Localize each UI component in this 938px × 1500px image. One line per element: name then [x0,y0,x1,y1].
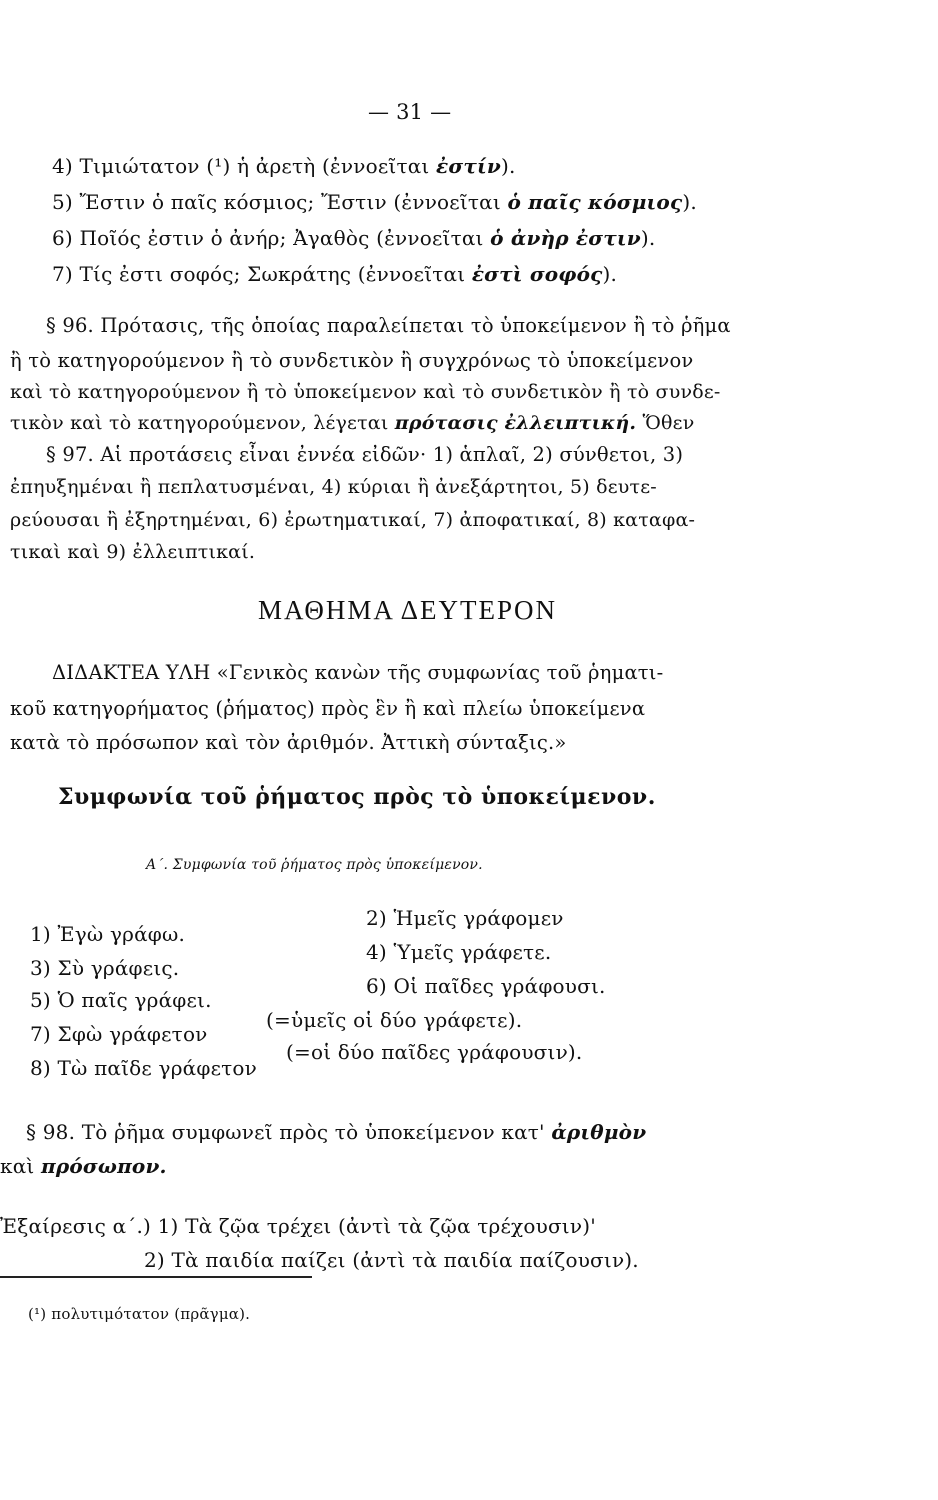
conj-cell: 1) Ἐγὼ γράφω. [30,922,186,946]
p98-term: ἀριθμὸν [551,1120,647,1144]
p96-line [10,411,694,435]
p98-line [26,1120,646,1144]
conj-cell: 3) Σὺ γράφεις. [30,956,180,980]
conj-cell: 2) Ἡμεῖς γράφομεν [366,906,564,930]
p97-line: § 97. Αἱ προτάσεις εἶναι ἐννέα εἰδῶν· 1) ἁπλαῖ, 2) σύνθετοι, 3) [46,443,684,466]
example-text: Τίς ἐστι σοφός; Σωκράτης (ἐννοεῖται [79,262,466,286]
p96-line: καὶ τὸ κατηγορούμενον ἢ τὸ ὑποκείμενον καὶ τὸ συνδετικὸν ἢ τὸ συνδε- [10,381,721,403]
lesson-title: ΜΑΘΗΜΑ ΔΕΥΤΕΡΟΝ [258,595,558,625]
example-bold: ἐστίν [436,154,501,178]
conj-cell: 4) Ὑμεῖς γράφετε. [366,940,552,964]
conj-cell: 5) Ὁ παῖς γράφει. [30,988,212,1012]
p96-line: § 96. Πρότασις, τῆς ὁποίας παραλείπεται τὸ ὑποκείμενον ἢ τὸ ῥῆμα [46,314,731,337]
example-text: Ποῖός ἐστιν ὁ ἀνήρ; Ἀγαθὸς (ἐννοεῖται [79,226,484,250]
subheading: Α΄. Συμφωνία τοῦ ῥήματος πρὸς ὑποκείμενον. [146,857,483,873]
p98-text: καὶ [0,1154,35,1178]
example-end: ). [602,262,618,286]
footnote-divider [0,1276,312,1278]
conj-cell: (=οἱ δύο παῖδες γράφουσιν). [286,1040,583,1064]
example-number: 5) [52,190,73,214]
conj-cell: 6) Οἱ παῖδες γράφουσι. [366,974,606,998]
conj-cell: 7) Σφὼ γράφετον [30,1022,208,1046]
page-number: — 31 — [368,100,452,124]
p96-line: ἢ τὸ κατηγορούμενον ἢ τὸ συνδετικὸν ἢ συγχρόνως τὸ ὑποκείμενον [10,349,694,372]
section-heading: Συμφωνία τοῦ ῥήματος πρὸς τὸ ὑποκείμενον. [58,784,656,810]
example-line [52,190,697,214]
p98-line [0,1154,167,1178]
exception-line: Ἐξαίρεσις α΄.) 1) Τὰ ζῷα τρέχει (ἀντὶ τὰ ζῷα τρέχουσιν)' [0,1214,596,1238]
p98-text: § 98. Τὸ ῥῆμα συμφωνεῖ πρὸς τὸ ὑποκείμενον κατ' [26,1120,545,1144]
example-number: 7) [52,262,73,286]
example-text: Ἔστιν ὁ παῖς κόσμιος; Ἔστιν (ἐννοεῖται [79,190,501,214]
p98-term: πρόσωπον. [41,1154,167,1178]
p96-end: Ὅθεν [642,412,695,434]
example-line [52,226,655,250]
example-end: ). [640,226,656,250]
example-line [52,262,617,286]
example-number: 4) [52,154,73,178]
example-end: ). [500,154,516,178]
p97-line: ρεύουσαι ἢ ἐξηρτημέναι, 6) ἐρωτηματικαί, 7) ἀποφατικαί, 8) καταφα- [10,509,696,531]
example-end: ). [682,190,697,214]
example-line [52,154,516,178]
example-number: 6) [52,226,73,250]
p97-line: τικαὶ καὶ 9) ἐλλειπτικαί. [10,541,256,563]
example-bold: ὁ ἀνὴρ ἐστιν [490,226,641,250]
exception-line: 2) Τὰ παιδία παίζει (ἀντὶ τὰ παιδία παίζουσιν). [144,1248,639,1272]
p96-term: πρότασις ἐλλειπτική. [394,412,637,434]
material-line: κατὰ τὸ πρόσωπον καὶ τὸν ἀριθμόν. Ἀττικὴ σύνταξις.» [10,731,567,754]
material-line: ΔΙΔΑΚΤΕΑ ΥΛΗ «Γενικὸς κανὼν τῆς συμφωνίας τοῦ ῥηματι- [52,661,664,684]
p97-line: ἐπηυξημέναι ἢ πεπλατυσμέναι, 4) κύριαι ἢ ἀνεξάρτητοι, 5) δευτε- [10,476,657,498]
conj-cell: (=ὑμεῖς οἱ δύο γράφετε). [266,1008,523,1032]
material-line: κοῦ κατηγορήματος (ῥήματος) πρὸς ἓν ἢ καὶ πλείω ὑποκείμενα [10,697,646,720]
example-bold: ὁ παῖς κόσμιος [507,190,683,214]
example-bold: ἐστὶ σοφός [471,262,603,286]
footnote: (¹) πολυτιμότατον (πρᾶγμα). [28,1305,251,1323]
example-text: Τιμιώτατον (¹) ἡ ἀρετὴ (ἐννοεῖται [79,154,430,178]
conj-cell: 8) Τὼ παῖδε γράφετον [30,1056,257,1080]
p96-text: τικὸν καὶ τὸ κατηγορούμενον, λέγεται [10,412,389,434]
